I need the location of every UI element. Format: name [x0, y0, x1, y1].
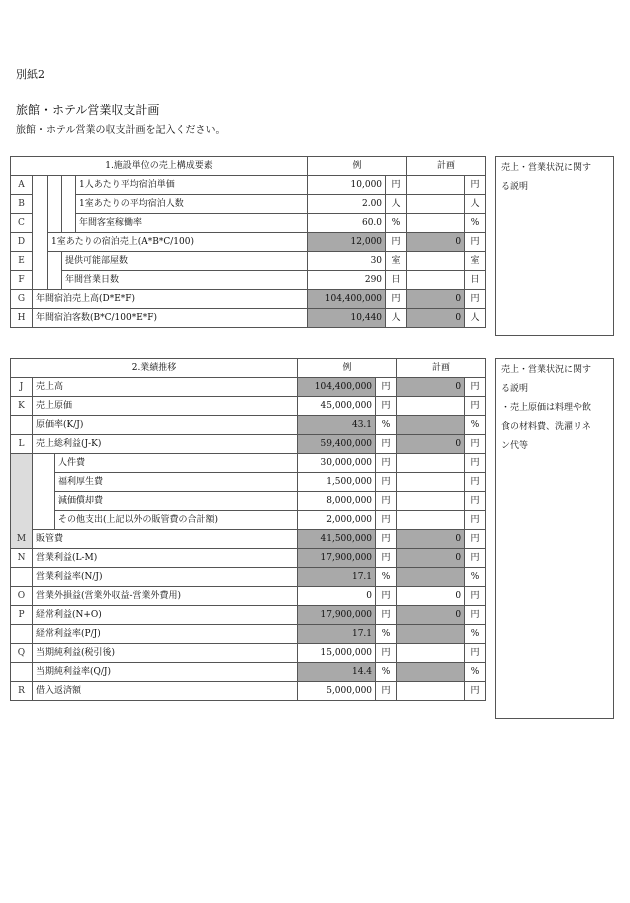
plan-unit: 円 — [465, 435, 486, 454]
row-label: 営業利益(L-M) — [33, 549, 298, 568]
table-row — [11, 663, 486, 682]
performance-table — [10, 358, 486, 701]
row-code: L — [11, 435, 33, 454]
example-value: 17.1 — [298, 625, 376, 644]
example-unit: 円 — [376, 644, 397, 663]
table-row — [11, 397, 486, 416]
plan-unit: % — [465, 416, 486, 435]
note-line: 食の材料費、洗濯リネ — [501, 422, 591, 432]
example-unit: % — [376, 663, 397, 682]
example-value: 43.1 — [298, 416, 376, 435]
table-row — [11, 195, 486, 214]
document-title: 旅館・ホテル営業収支計画 — [16, 103, 160, 117]
table1-example-header: 例 — [308, 157, 407, 176]
example-value: 2.00 — [308, 195, 386, 214]
row-label: 売上原価 — [33, 397, 298, 416]
plan-unit: 円 — [465, 473, 486, 492]
example-value: 290 — [308, 271, 386, 290]
example-unit: 円 — [376, 435, 397, 454]
plan-input[interactable] — [407, 252, 465, 271]
row-code: Q — [11, 644, 33, 663]
sales-components-table — [10, 156, 486, 328]
example-unit: 円 — [376, 378, 397, 397]
row-label: 売上総利益(J-K) — [33, 435, 298, 454]
note-line: 売上・営業状況に関す — [501, 163, 592, 173]
example-unit: 室 — [386, 252, 407, 271]
example-unit: 円 — [376, 587, 397, 606]
example-value: 60.0 — [308, 214, 386, 233]
table-row — [11, 416, 486, 435]
row-code: G — [11, 290, 33, 309]
plan-computed-value — [397, 625, 465, 644]
row-label: 1人あたり平均宿泊単価 — [76, 176, 308, 195]
table-row — [11, 625, 486, 644]
row-label: 営業外損益(営業外収益-営業外費用) — [33, 587, 298, 606]
plan-unit: 人 — [465, 195, 486, 214]
table-row — [11, 644, 486, 663]
note-line: 売上・営業状況に関す — [501, 365, 592, 375]
row-label: 経常利益(N+O) — [33, 606, 298, 625]
row-code: A — [11, 176, 33, 195]
indent-cell — [33, 454, 55, 530]
table-row — [11, 252, 486, 271]
plan-unit: % — [465, 663, 486, 682]
plan-unit: 円 — [465, 644, 486, 663]
plan-computed-value — [397, 663, 465, 682]
indent-cell — [62, 176, 76, 233]
row-label: 原価率(K/J) — [33, 416, 298, 435]
plan-computed-value: 0 — [407, 233, 465, 252]
plan-unit: 人 — [465, 309, 486, 328]
example-unit: % — [376, 416, 397, 435]
plan-input[interactable] — [407, 214, 465, 233]
row-code: R — [11, 682, 33, 701]
plan-computed-value — [397, 568, 465, 587]
example-unit: 円 — [376, 397, 397, 416]
row-code: F — [11, 271, 33, 290]
table-row — [11, 290, 486, 309]
plan-input[interactable] — [397, 454, 465, 473]
table-row — [11, 682, 486, 701]
plan-unit: 円 — [465, 530, 486, 549]
example-value: 59,400,000 — [298, 435, 376, 454]
table-row — [11, 309, 486, 328]
example-unit: 円 — [386, 290, 407, 309]
row-code: D — [11, 233, 33, 252]
row-code: M — [11, 454, 33, 549]
table-row — [11, 214, 486, 233]
document-subtitle: 旅館・ホテル営業の収支計画を記入ください。 — [16, 125, 226, 136]
plan-input[interactable] — [397, 492, 465, 511]
table-row — [11, 271, 486, 290]
plan-unit: 円 — [465, 511, 486, 530]
plan-computed-value — [397, 416, 465, 435]
plan-computed-value: 0 — [397, 435, 465, 454]
plan-unit: 円 — [465, 397, 486, 416]
row-code: C — [11, 214, 33, 233]
example-unit: % — [386, 214, 407, 233]
table1-plan-header: 計画 — [407, 157, 486, 176]
plan-unit: 円 — [465, 492, 486, 511]
plan-unit: % — [465, 214, 486, 233]
table-row — [11, 233, 486, 252]
plan-input[interactable] — [397, 682, 465, 701]
example-value: 15,000,000 — [298, 644, 376, 663]
plan-input[interactable] — [407, 271, 465, 290]
plan-input[interactable] — [397, 473, 465, 492]
row-label: 借入返済額 — [33, 682, 298, 701]
plan-input[interactable] — [397, 644, 465, 663]
row-code: H — [11, 309, 33, 328]
performance-note-box[interactable] — [495, 358, 614, 719]
row-label: その他支出(上記以外の販管費の合計額) — [55, 511, 298, 530]
table-row — [11, 568, 486, 587]
plan-input[interactable] — [407, 176, 465, 195]
example-value: 45,000,000 — [298, 397, 376, 416]
table2-header-row — [11, 359, 486, 378]
example-value: 10,000 — [308, 176, 386, 195]
sales-status-note-box[interactable] — [495, 156, 614, 336]
example-unit: 円 — [376, 530, 397, 549]
example-value: 17,900,000 — [298, 549, 376, 568]
example-value: 17,900,000 — [298, 606, 376, 625]
plan-unit: 日 — [465, 271, 486, 290]
example-value: 30,000,000 — [298, 454, 376, 473]
indent-cell — [48, 176, 62, 233]
row-code: B — [11, 195, 33, 214]
row-code: N — [11, 549, 33, 568]
row-label: 当期純利益(税引後) — [33, 644, 298, 663]
plan-computed-value: 0 — [397, 530, 465, 549]
plan-unit: 円 — [465, 454, 486, 473]
row-label: 営業利益率(N/J) — [33, 568, 298, 587]
row-code — [11, 625, 33, 644]
row-label: 売上高 — [33, 378, 298, 397]
example-value: 10,440 — [308, 309, 386, 328]
row-code — [11, 416, 33, 435]
row-label: 減価償却費 — [55, 492, 298, 511]
table-row — [11, 549, 486, 568]
row-code: J — [11, 378, 33, 397]
example-value: 30 — [308, 252, 386, 271]
table-row — [11, 378, 486, 397]
example-unit: 円 — [376, 682, 397, 701]
table2-example-header: 例 — [298, 359, 397, 378]
example-unit: 円 — [376, 549, 397, 568]
example-value: 14.4 — [298, 663, 376, 682]
plan-input[interactable] — [407, 195, 465, 214]
example-unit: 円 — [376, 473, 397, 492]
row-label: 年間宿泊売上高(D*E*F) — [33, 290, 308, 309]
example-value: 8,000,000 — [298, 492, 376, 511]
example-value: 1,500,000 — [298, 473, 376, 492]
plan-input[interactable] — [397, 397, 465, 416]
example-unit: 円 — [376, 492, 397, 511]
table-row — [11, 492, 486, 511]
plan-unit: 円 — [465, 233, 486, 252]
table2-title: 2.業績推移 — [11, 359, 298, 378]
plan-computed-value: 0 — [397, 606, 465, 625]
example-value: 12,000 — [308, 233, 386, 252]
table-row — [11, 587, 486, 606]
example-unit: 人 — [386, 195, 407, 214]
row-label: 1室あたりの宿泊売上(A*B*C/100) — [48, 233, 308, 252]
row-label: 提供可能部屋数 — [62, 252, 308, 271]
table-row — [11, 530, 486, 549]
example-value: 104,400,000 — [308, 290, 386, 309]
row-label: 年間客室稼働率 — [76, 214, 308, 233]
example-unit: 円 — [386, 176, 407, 195]
plan-unit: 円 — [465, 682, 486, 701]
plan-unit: 円 — [465, 176, 486, 195]
indent-cell — [48, 252, 62, 290]
appendix-label: 別紙2 — [16, 68, 45, 81]
plan-unit: 円 — [465, 606, 486, 625]
example-value: 0 — [298, 587, 376, 606]
example-value: 2,000,000 — [298, 511, 376, 530]
table-row — [11, 176, 486, 195]
example-value: 41,500,000 — [298, 530, 376, 549]
row-label: 年間宿泊客数(B*C/100*E*F) — [33, 309, 308, 328]
example-unit: 円 — [376, 454, 397, 473]
plan-computed-value: 0 — [397, 549, 465, 568]
plan-unit: 円 — [465, 378, 486, 397]
table-row — [11, 473, 486, 492]
row-code: O — [11, 587, 33, 606]
plan-unit: 円 — [465, 290, 486, 309]
example-unit: % — [376, 568, 397, 587]
plan-unit: % — [465, 568, 486, 587]
note-line: る説明 — [501, 384, 529, 394]
row-code: K — [11, 397, 33, 416]
plan-unit: 円 — [465, 549, 486, 568]
row-label: 年間営業日数 — [62, 271, 308, 290]
row-code: P — [11, 606, 33, 625]
example-unit: 人 — [386, 309, 407, 328]
plan-input[interactable] — [397, 511, 465, 530]
row-label: 当期純利益率(Q/J) — [33, 663, 298, 682]
example-value: 104,400,000 — [298, 378, 376, 397]
note-line: ン代等 — [501, 441, 529, 451]
row-code — [11, 663, 33, 682]
row-label: 経常利益率(P/J) — [33, 625, 298, 644]
example-unit: 日 — [386, 271, 407, 290]
table2-plan-header: 計画 — [397, 359, 486, 378]
plan-input[interactable]: 0 — [397, 587, 465, 606]
table-row — [11, 454, 486, 473]
example-value: 17.1 — [298, 568, 376, 587]
row-label: 福利厚生費 — [55, 473, 298, 492]
note-line: ・売上原価は料理や飲 — [501, 403, 592, 413]
row-code: E — [11, 252, 33, 271]
row-label: 1室あたりの平均宿泊人数 — [76, 195, 308, 214]
note-line: る説明 — [501, 182, 529, 192]
example-unit: 円 — [386, 233, 407, 252]
plan-unit: 室 — [465, 252, 486, 271]
plan-computed-value: 0 — [397, 378, 465, 397]
row-label: 人件費 — [55, 454, 298, 473]
plan-computed-value: 0 — [407, 290, 465, 309]
example-unit: 円 — [376, 511, 397, 530]
example-value: 5,000,000 — [298, 682, 376, 701]
table-row — [11, 511, 486, 530]
table-row — [11, 435, 486, 454]
example-unit: 円 — [376, 606, 397, 625]
table-row — [11, 606, 486, 625]
example-unit: % — [376, 625, 397, 644]
plan-unit: 円 — [465, 587, 486, 606]
row-label: 販管費 — [33, 530, 298, 549]
table1-header-row — [11, 157, 486, 176]
indent-cell — [33, 176, 48, 290]
row-code — [11, 568, 33, 587]
table1-title: 1.施設単位の売上構成要素 — [11, 157, 308, 176]
plan-unit: % — [465, 625, 486, 644]
plan-computed-value: 0 — [407, 309, 465, 328]
